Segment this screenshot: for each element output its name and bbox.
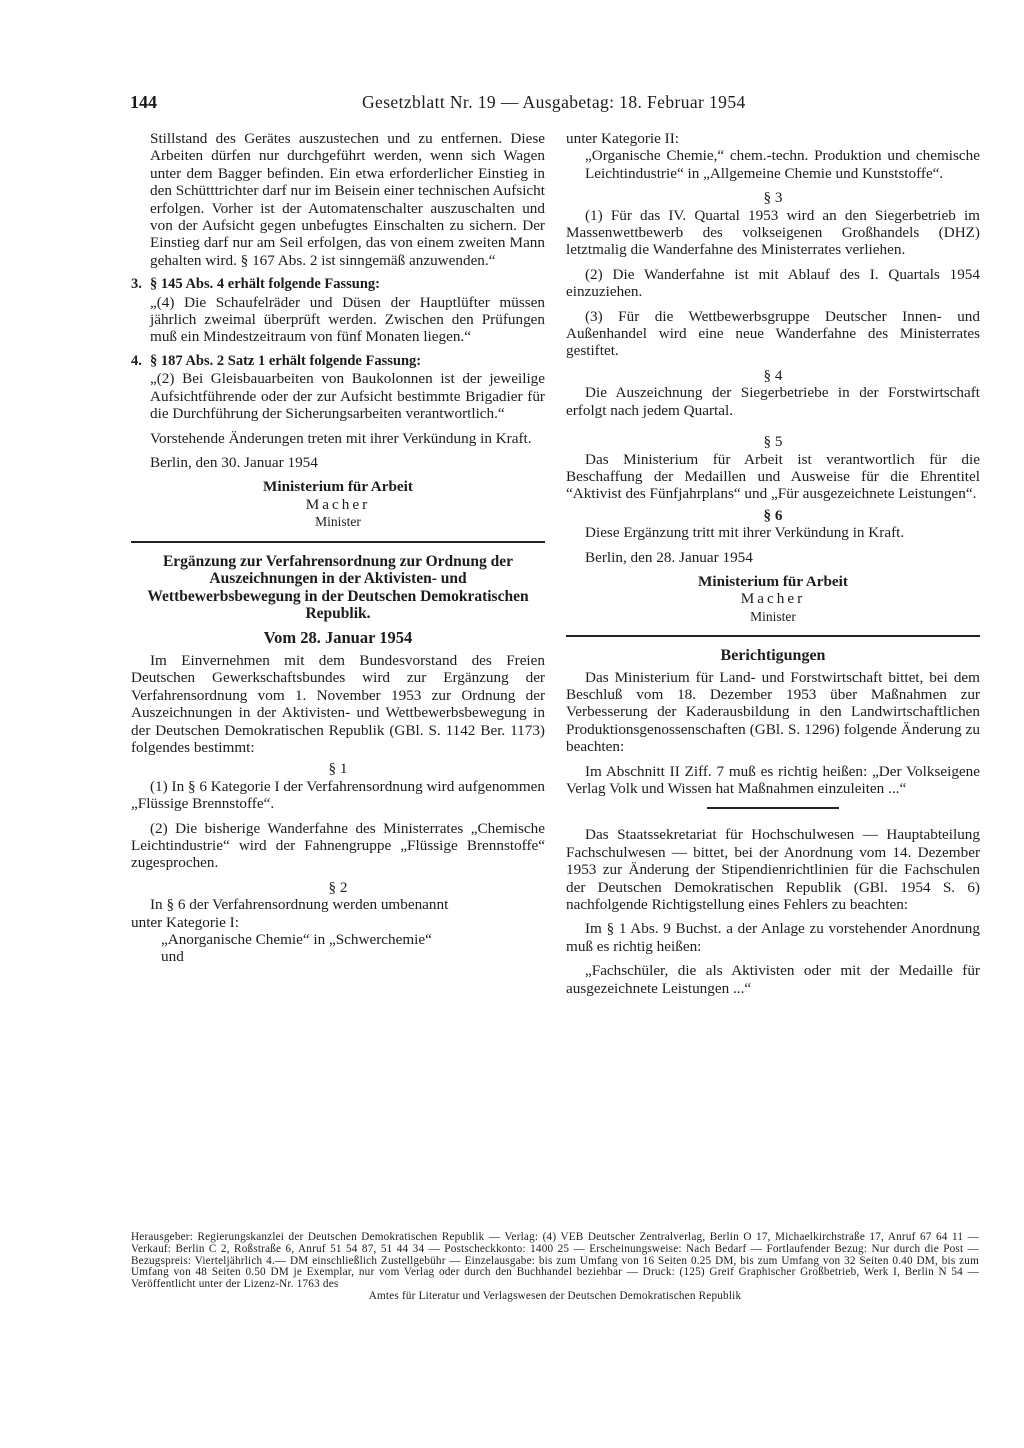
right-column bbox=[566, 130, 980, 997]
section-6-heading: § 6 bbox=[763, 506, 783, 524]
imprint-text: Herausgeber: Regierungskanzlei der Deutschen Demokratischen Republik — Verlag: (4) VEB Deutscher Zentralverlag, Berlin O 17, Michaelkirchstraße 17, Anruf 67 64 11 — Verkauf: Berlin C 2, Roßstraße 6, Anruf 51 54 87, 51 44 34 — Postscheckkonto: 1400 25 — Erscheinungsweise: Nach Bedarf — Fortlaufender Bezug: Nur durch die Post — Bezugspreis: Vierteljährlich 4.— DM einschließlich Zustellgebühr — Einzelausgabe: bis zum Umfang von 16 Seiten 0.25 DM, bis zum Umfang von 32 Seiten 0.40 DM, bis zum Umfang von 48 Seiten 0.50 DM je Exemplar, nur vom Verlag oder durch den Buchhandel beziehbar — Druck: (125) Greif Graphischer Großbetrieb, Werk I, Berlin N 54 — Veröffentlicht unter der Lizenz-Nr. 1763 des bbox=[131, 1231, 979, 1291]
item-3-heading-text: § 145 Abs. 4 erhält folgende Fassung: bbox=[150, 276, 381, 293]
correction-2-quote: „Fachschüler, die als Aktivisten oder mit der Medaille für ausgezeichnete Leistungen ...“ bbox=[566, 962, 980, 997]
signer-name: Macher bbox=[305, 495, 371, 513]
section-3-para-3: (3) Für die Wettbewerbsgruppe Deutscher Innen- und Außenhandel wird eine neue Wanderfahne des Ministerrates gestiftet. bbox=[566, 307, 980, 360]
correction-2: Das Staatssekretariat für Hochschulwesen — Hauptabteilung Fachschulwesen — bittet, bei der Anordnung vom 14. Dezember 1953 zur Änderung der Stipendienrichtlinien für die Fachschulen der Deutschen Demokratischen Republik (GBl. 1954 S. 6) nachfolgende Richtigstellung eines Fehlers zu beachten: bbox=[566, 826, 980, 914]
item-3-text: „(4) Die Schaufelräder und Düsen der Hauptlüfter müssen jährlich zweimal überprüft werden. Zwischen den Prüfungen muß ein Mindestzeitraum von fünf Monaten liegen.“ bbox=[150, 293, 545, 346]
section-2-para-1: In § 6 der Verfahrensordnung werden umbenannt bbox=[150, 896, 449, 914]
section-3-para-2: (2) Die Wanderfahne ist mit Ablauf des I. Quartals 1954 einzuziehen. bbox=[566, 265, 980, 301]
section-1-para-2: (2) Die bisherige Wanderfahne des Ministerrates „Chemische Leichtindustrie“ wird der Fahnengruppe „Flüssige Brennstoffe“ zugesprochen. bbox=[131, 819, 545, 872]
place-date: Berlin, den 30. Januar 1954 bbox=[150, 453, 318, 471]
section-4-heading: § 4 bbox=[763, 366, 783, 384]
section-3-heading: § 3 bbox=[763, 189, 783, 207]
item-4-number: 4. bbox=[131, 352, 142, 369]
category-2-text: „Organische Chemie,“ chem.-techn. Produktion und chemische Leichtindustrie“ in „Allgemeine Chemie und Kunststoffe“. bbox=[585, 147, 980, 182]
corrections-title: Berichtigungen bbox=[720, 647, 826, 665]
section-4-para-1: Die Auszeichnung der Siegerbetriebe in der Forstwirtschaft erfolgt nach jedem Quartal. bbox=[566, 384, 980, 419]
page-number: 144 bbox=[130, 92, 157, 112]
regulation-date: Vom 28. Januar 1954 bbox=[263, 627, 413, 647]
item-3-heading bbox=[131, 276, 545, 293]
continued-text: Stillstand des Gerätes auszustechen und zu entfernen. Diese Arbeiten dürfen nur durchgeführt werden, wenn sich Wagen unter dem Bagger befinden. Ein etwa erforderlicher Einstieg in den Schütttrichter darf nur im Beisein einer technischen Aufsicht erfolgen. Vorher ist der Automatenschalter auszuschalten und von der Aufsicht gegen unbefugtes Einschalten zu sichern. Der Einstieg darf nur am Seil erfolgen, das von einem zweiten Mann gehalten wird. § 167 Abs. 2 ist sinngemäß anzuwenden.“ bbox=[150, 130, 545, 269]
section-2-heading: § 2 bbox=[328, 878, 348, 896]
place-date-right: Berlin, den 28. Januar 1954 bbox=[585, 548, 753, 566]
item-4-heading-text: § 187 Abs. 2 Satz 1 erhält folgende Fassung: bbox=[150, 352, 422, 369]
running-title: Gesetzblatt Nr. 19 — Ausgabetag: 18. Februar 1954 bbox=[362, 92, 746, 112]
section-2-para-2: unter Kategorie I: bbox=[131, 913, 239, 931]
section-5-heading: § 5 bbox=[763, 433, 783, 451]
page-header bbox=[130, 92, 980, 120]
correction-1-detail: Im Abschnitt II Ziff. 7 muß es richtig heißen: „Der Volkseigene Verlag Volk und Wissen hat Maßnahmen einzuleiten ...“ bbox=[566, 762, 980, 797]
item-4-text: „(2) Bei Gleisbauarbeiten von Baukolonnen ist der jeweilige Aufsichtführende oder der zur Aufsicht bestimmte Brigadier für die Durchführung der Sicherungsarbeiten verantwortlich.“ bbox=[150, 370, 545, 423]
section-divider bbox=[131, 541, 545, 543]
signer-role-right: Minister bbox=[750, 608, 796, 624]
regulation-intro: Im Einvernehmen mit dem Bundesvorstand des Freien Deutschen Gewerkschaftsbundes wird zur Ergänzung der Verfahrensordnung vom 1. November 1953 zur Ordnung der Auszeichnungen in der Aktivisten- und Wettbewerbsbewegung in der Deutschen Demokratischen Republik (GBl. S. 1142 Ber. 1173) folgendes bestimmt: bbox=[131, 651, 545, 756]
signer-name-right: Macher bbox=[740, 590, 806, 608]
item-4-heading bbox=[131, 353, 545, 370]
correction-2-detail: Im § 1 Abs. 9 Buchst. a der Anlage zu vorstehender Anordnung muß es richtig heißen: bbox=[566, 920, 980, 955]
imprint-last-line: Amtes für Literatur und Verlagswesen der Deutschen Demokratischen Republik bbox=[368, 1289, 742, 1302]
section-divider-right bbox=[566, 635, 980, 637]
section-2-para-3: „Anorganische Chemie“ in „Schwerchemie“ bbox=[161, 931, 432, 949]
section-2-para-4: und bbox=[161, 948, 184, 966]
signer-role: Minister bbox=[315, 514, 361, 530]
item-3-number: 3. bbox=[131, 276, 142, 293]
regulation-title: Ergänzung zur Verfahrensordnung zur Ordnung der Auszeichnungen in der Aktivisten- und Wettbewerbsbewegung in der Deutschen Demokratischen Republik. bbox=[147, 552, 529, 623]
ministry-name-right: Ministerium für Arbeit bbox=[698, 572, 848, 590]
closing-clause: Vorstehende Änderungen treten mit ihrer Verkündung in Kraft. bbox=[150, 429, 532, 447]
category-2-label: unter Kategorie II: bbox=[566, 130, 680, 147]
correction-1: Das Ministerium für Land- und Forstwirtschaft bittet, bei dem Beschluß vom 18. Dezember 1953 über Maßnahmen zur Verbesserung der Kaderausbildung in den Landwirtschaftlichen Produktionsgenossenschaften (GBl. S. 1296) folgende Änderung zu beachten: bbox=[566, 668, 980, 756]
section-6-para-1: Diese Ergänzung tritt mit ihrer Verkündung in Kraft. bbox=[585, 524, 905, 542]
imprint-footer bbox=[131, 1232, 979, 1303]
short-divider bbox=[707, 807, 839, 809]
section-1-heading: § 1 bbox=[328, 760, 348, 778]
ministry-name: Ministerium für Arbeit bbox=[263, 478, 413, 496]
section-5-para-1: Das Ministerium für Arbeit ist verantwortlich für die Beschaffung der Medaillen und Ausweise für die Ehrentitel “Aktivist des Fünfjahrplans“ und „Für ausgezeichnete Leistungen“. bbox=[566, 450, 980, 503]
left-column bbox=[131, 130, 545, 966]
section-3-para-1: (1) Für das IV. Quartal 1953 wird an den Siegerbetrieb im Massenwettbewerb des volkseigenen Großhandels (DHZ) letztmalig die Wanderfahne des Ministerrates verliehen. bbox=[566, 206, 980, 259]
section-1-para-1: (1) In § 6 Kategorie I der Verfahrensordnung wird aufgenommen „Flüssige Brennstoffe“. bbox=[131, 777, 545, 813]
